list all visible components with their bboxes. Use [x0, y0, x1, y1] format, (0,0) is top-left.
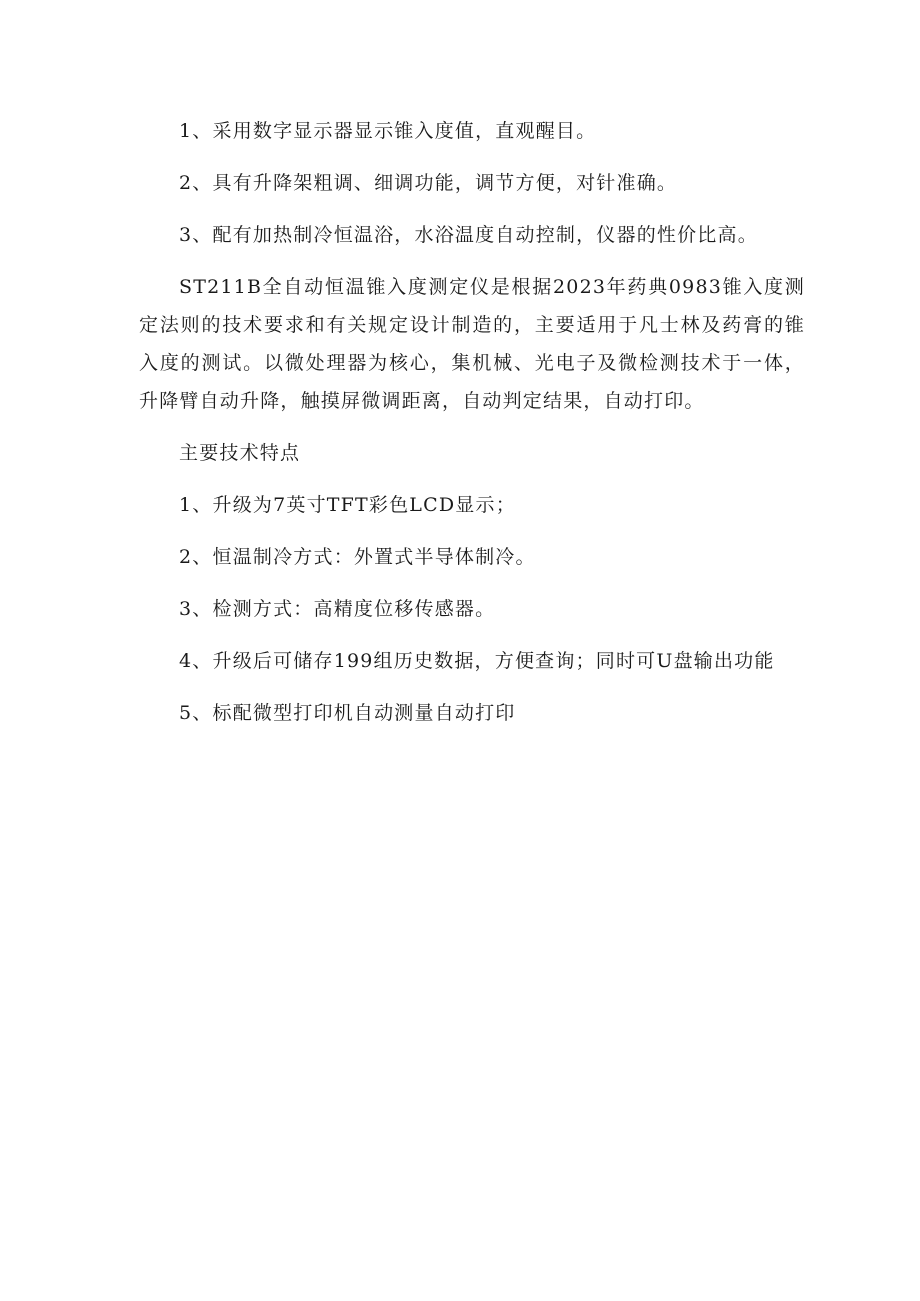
intro-point-2: 2、具有升降架粗调、细调功能，调节方便，对针准确。: [179, 172, 678, 194]
feature-item-3: 3、检测方式：高精度位移传感器。: [179, 598, 496, 620]
product-description: ST211B全自动恒温锥入度测定仪是根据2023年药典0983锥入度测定法则的技术要求和有关规定设计制造的，主要适用于凡士林及药膏的锥入度的测试。以微处理器为核心，集机械、光电子及微检测技术于一体，升降臂自动升降，触摸屏微调距离，自动判定结果，自动打印。: [139, 276, 805, 412]
intro-point-1: 1、采用数字显示器显示锥入度值，直观醒目。: [179, 120, 597, 142]
feature-item-2: 2、恒温制冷方式：外置式半导体制冷。: [179, 546, 536, 568]
feature-item-1: 1、升级为7英寸TFT彩色LCD显示；: [179, 494, 516, 516]
intro-point-3: 3、配有加热制冷恒温浴，水浴温度自动控制，仪器的性价比高。: [179, 224, 758, 246]
feature-item-4: 4、升级后可储存199组历史数据，方便查询；同时可U盘输出功能: [179, 650, 775, 672]
document-body: [139, 112, 805, 732]
feature-item-5: 5、标配微型打印机自动测量自动打印: [179, 702, 516, 724]
section-heading: 主要技术特点: [179, 442, 301, 464]
